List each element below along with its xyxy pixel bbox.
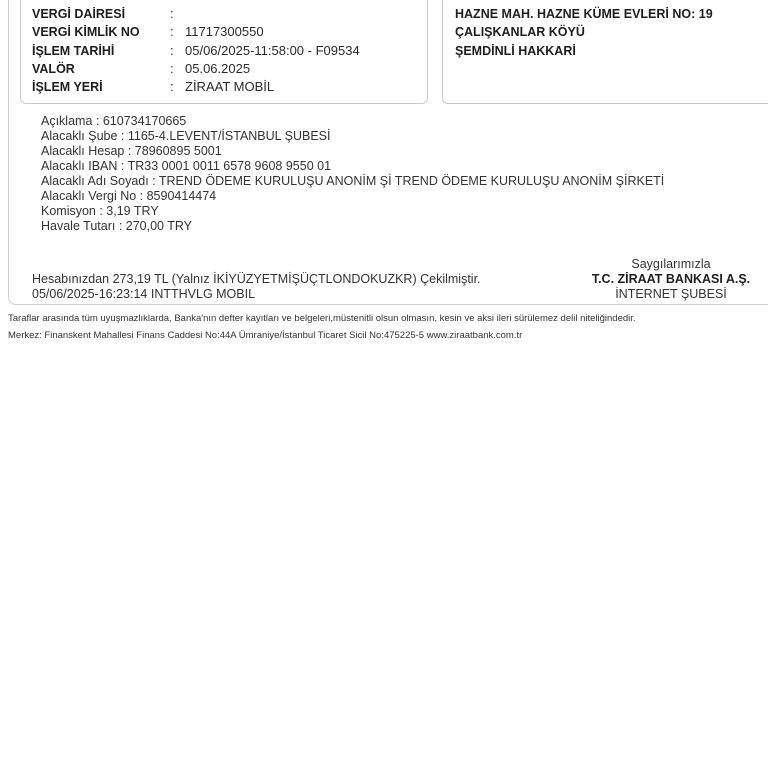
value-date-colon: : [170, 61, 174, 76]
value-date-value: 05.06.2025 [185, 61, 251, 76]
transaction-date-colon: : [170, 43, 174, 58]
transaction-date-label: İŞLEM TARİHİ [32, 44, 115, 58]
print-timestamp: 05/06/2025-16:23:14 INTTHVLG MOBIL [32, 287, 256, 301]
signature-branch: İNTERNET ŞUBESİ [615, 287, 727, 301]
detail-creditor-tax-no: Alacaklı Vergi No : 8590414474 [41, 189, 217, 203]
detail-creditor-iban: Alacaklı IBAN : TR33 0001 0011 6578 9608 9550 01 [41, 159, 332, 173]
detail-creditor-branch: Alacaklı Şube : 1165-4.LEVENT/İSTANBUL ŞUBESİ [41, 129, 331, 143]
signature-bank-name: T.C. ZİRAAT BANKASI A.Ş. [591, 272, 751, 286]
detail-description: Açıklama : 610734170665 [41, 114, 187, 128]
tax-id-value: 11717300550 [185, 24, 264, 39]
address-line-3: ŞEMDİNLİ HAKKARİ [455, 44, 576, 58]
value-date-label: VALÖR [32, 62, 75, 76]
transaction-place-colon: : [170, 79, 174, 94]
transaction-place-value: ZİRAAT MOBİL [185, 79, 275, 94]
tax-office-label: VERGİ DAİRESİ [32, 7, 126, 21]
detail-commission: Komisyon : 3,19 TRY [41, 204, 159, 218]
cutoff-text-fragment [186, 0, 306, 3]
address-line-1: HAZNE MAH. HAZNE KÜME EVLERİ NO: 19 [455, 7, 713, 21]
tax-office-colon: : [170, 6, 174, 21]
detail-transfer-amount: Havale Tutarı : 270,00 TRY [41, 219, 193, 233]
legal-disclaimer: Taraflar arasında tüm uyuşmazlıklarda, Banka'nın defter kayıtları ve belgeleri,müstenitli olsun olmasın, kesin ve aksi ileri sürülemez delil niteliğindedir. [8, 313, 636, 324]
transaction-date-value: 05/06/2025-11:58:00 - F09534 [185, 43, 360, 58]
tax-id-label: VERGİ KİMLİK NO [32, 25, 140, 39]
signature-greeting: Saygılarımızla [631, 257, 711, 271]
transaction-place-label: İŞLEM YERİ [32, 80, 103, 94]
withdrawal-statement: Hesabınızdan 273,19 TL (Yalnız İKİYÜZYETMİŞÜÇTLONDOKUZKR) Çekilmiştir. [32, 272, 481, 286]
address-line-2: ÇALIŞKANLAR KÖYÜ [455, 25, 585, 39]
detail-creditor-name: Alacaklı Adı Soyadı : TREND ÖDEME KURULUŞU ANONİM Şİ TREND ÖDEME KURULUŞU ANONİM ŞİRKETİ [41, 174, 665, 188]
headquarters-info: Merkez: Finanskent Mahallesi Finans Caddesi No:44A Ümraniye/İstanbul Ticaret Sicil No:475225-5 www.ziraatbank.com.tr [8, 330, 523, 341]
tax-id-colon: : [170, 24, 174, 39]
detail-creditor-account: Alacaklı Hesap : 78960895 5001 [41, 144, 222, 158]
